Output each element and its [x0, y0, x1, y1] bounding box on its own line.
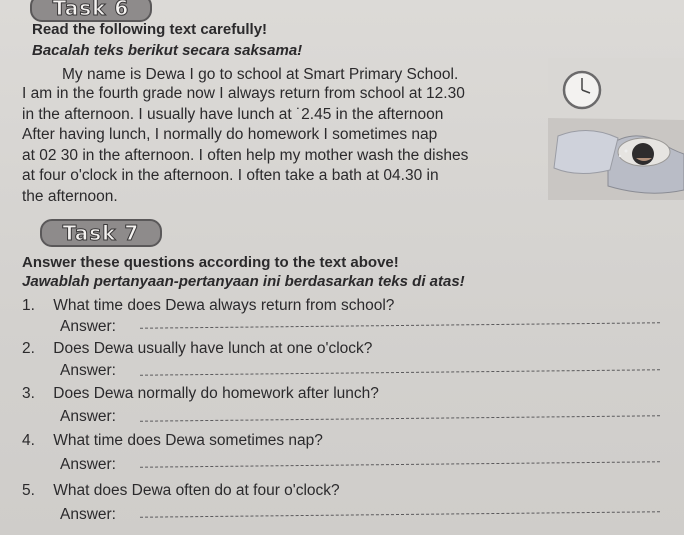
task-7-instruction-en: Answer these questions according to the text above! [22, 254, 399, 271]
question-2 [22, 340, 372, 358]
sleeping-child-with-clock-illustration [548, 58, 684, 200]
question-text: What does Dewa often do at four o'clock? [53, 482, 340, 499]
answer-label: Answer: [60, 362, 116, 379]
passage-line-7: the afternoon. [22, 188, 118, 205]
passage-line-6: at four o'clock in the afternoon. I often take a bath at 04.30 in [22, 167, 439, 184]
passage-line-3: in the afternoon. I usually have lunch at ˙2.45 in the afternoon [22, 106, 444, 123]
question-number: 1. [22, 297, 35, 314]
passage-line-5: at 02 30 in the afternoon. I often help my mother wash the dishes [22, 147, 469, 164]
task-6-badge [30, 0, 152, 22]
question-text: What time does Dewa sometimes nap? [53, 432, 323, 449]
answer-line-4[interactable] [140, 461, 660, 467]
question-4 [22, 432, 323, 450]
answer-label: Answer: [60, 318, 116, 335]
question-text: Does Dewa usually have lunch at one o'clock? [53, 340, 373, 357]
question-number: 4. [22, 432, 35, 449]
answer-line-3[interactable] [140, 415, 660, 421]
passage-line-1: My name is Dewa I go to school at Smart Primary School. [62, 66, 459, 83]
question-3 [22, 385, 379, 403]
passage-line-4: After having lunch, I normally do homework I sometimes nap [22, 126, 438, 143]
question-text: What time does Dewa always return from school? [53, 297, 395, 314]
task-7-title: Task 7 [62, 221, 140, 245]
answer-line-5[interactable] [140, 511, 660, 517]
task-6-instruction-en: Read the following text carefully! [32, 21, 268, 38]
answer-label: Answer: [60, 456, 116, 473]
question-text: Does Dewa normally do homework after lunch? [53, 385, 379, 402]
answer-label: Answer: [60, 506, 116, 523]
task-7-instruction-id: Jawablah pertanyaan-pertanyaan ini berdasarkan teks di atas! [22, 273, 465, 290]
question-number: 3. [22, 385, 35, 402]
task-7-badge [40, 219, 162, 247]
sleeping-child-illustration [548, 58, 684, 200]
task-6-title: Task 6 [52, 0, 130, 20]
task-6-instruction-id: Bacalah teks berikut secara saksama! [32, 42, 303, 59]
question-5 [22, 482, 340, 500]
answer-label: Answer: [60, 408, 116, 425]
question-number: 5. [22, 482, 35, 499]
answer-line-2[interactable] [140, 369, 660, 375]
question-number: 2. [22, 340, 35, 357]
question-1 [22, 297, 394, 315]
passage-line-2: I am in the fourth grade now I always return from school at 12.30 [22, 85, 465, 102]
answer-line-1[interactable] [140, 322, 660, 328]
